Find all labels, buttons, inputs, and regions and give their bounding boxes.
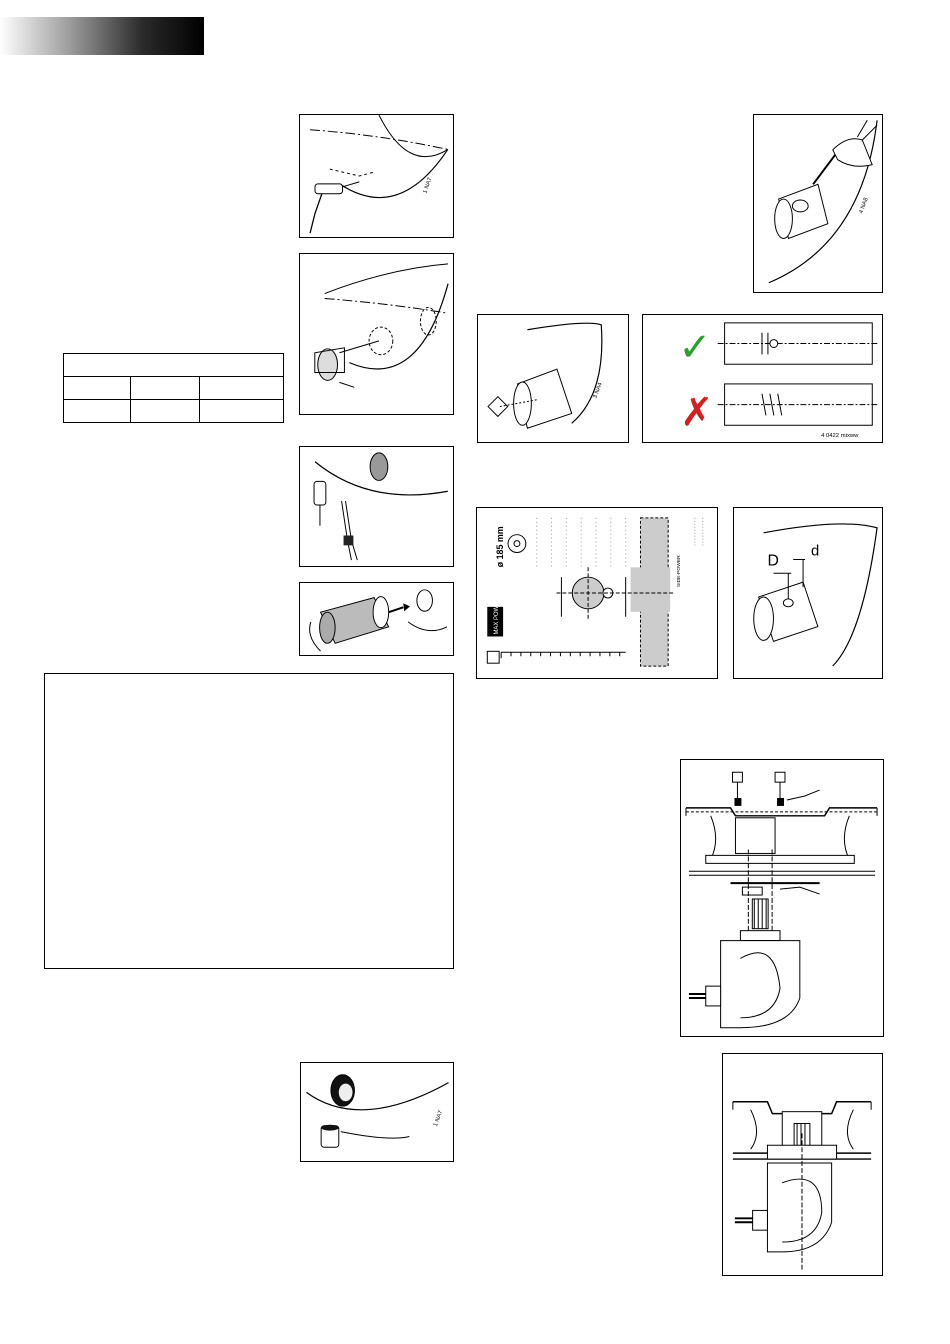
d-measurement-illustration	[733, 507, 883, 679]
tube-sleeve-illustration	[299, 582, 454, 656]
table-cell	[200, 400, 284, 423]
marking-pen-illustration	[753, 114, 883, 293]
wrong-cross-icon: ✗	[680, 390, 714, 435]
table-row	[64, 377, 284, 400]
hole-saw-illustration	[299, 253, 454, 415]
header-gradient-bar	[0, 17, 204, 55]
dimension-table	[63, 353, 284, 423]
code-label: 1 NA7	[422, 176, 434, 195]
table-cell	[64, 400, 131, 423]
table-cell	[131, 400, 200, 423]
table-cell	[64, 377, 131, 400]
d-large-label: D	[767, 552, 779, 570]
code-label: 3 NA4	[592, 381, 604, 400]
grind-hull-illustration	[299, 446, 454, 567]
table-cell	[64, 354, 284, 377]
brand-label: MAX POWER	[494, 597, 501, 635]
template-on-tube-illustration	[477, 314, 629, 443]
exploded-assembly-illustration	[680, 759, 884, 1037]
drill-hull-illustration	[299, 114, 454, 238]
d-small-label: d	[810, 543, 820, 560]
code-label: 1 NA7	[433, 1109, 445, 1128]
company-label: SIDE-POWER	[677, 555, 683, 588]
table-cell	[200, 377, 284, 400]
correct-check-icon: ✓	[678, 325, 712, 370]
table-cell	[131, 377, 200, 400]
template-diameter-label: ø 185 mm	[495, 526, 506, 568]
table-row	[64, 354, 284, 377]
code-label: 4 NA8	[858, 197, 870, 215]
installed-assembly-illustration	[722, 1053, 883, 1276]
apply-compound-illustration	[300, 1062, 454, 1162]
table-row	[64, 400, 284, 423]
alignment-check-illustration	[642, 314, 883, 443]
notice-box	[44, 673, 454, 969]
drilling-template-illustration	[476, 507, 718, 679]
code-label: 4 0422 mixww	[821, 433, 859, 440]
